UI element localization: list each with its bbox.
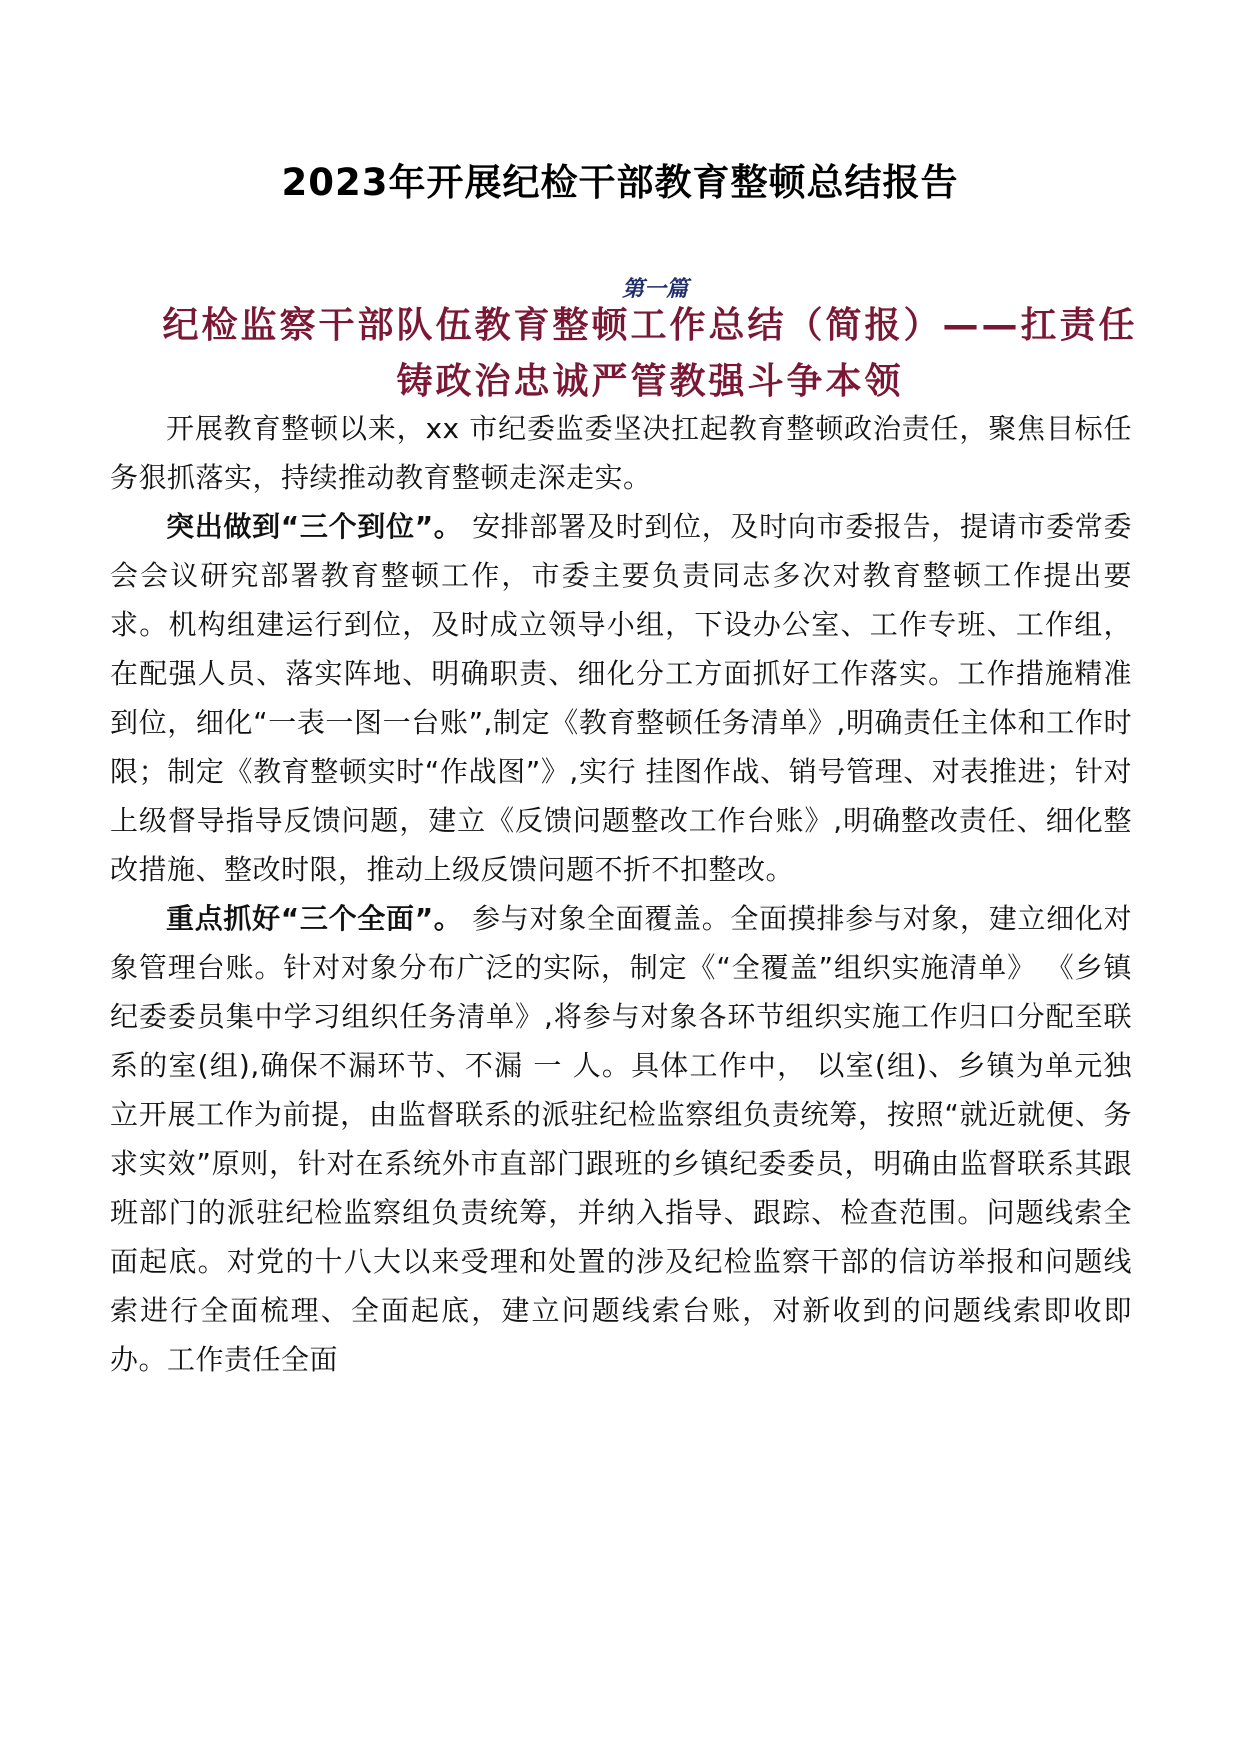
paragraph-text: 参与对象全面覆盖。全面摸排参与对象，建立细化对象管理台账。针对对象分布广泛的实际，制定《“全覆盖”组织实施清单》 《乡镇纪委委员集中学习组织任务清单》,将参与对象各环节组织实施工作归口分配至联系的室(组),确保不漏环节、不漏 一 人。具体工作中， 以室(组)、乡镇为单元独立开展工作为前提，由监督联系的派驻纪检监察组负责统筹，按照“就近就便、务求实效”原则，针对在系统外市直部门跟班的乡镇纪委委员，明确由监督联系其跟班部门的派驻纪检监察组负责统筹，并纳入指导、跟踪、检查范围。问题线索全面起底。对党的十八大以来受理和处置的涉及纪检监察干部的信访举报和问题线索进行全面梳理、全面起底，建立问题线索台账，对新收到的问题线索即收即办。工作责任全面 <box>110 902 1132 1376</box>
paragraph-text: 开展教育整顿以来，xx 市纪委监委坚决扛起教育整顿政治责任，聚焦目标任务狠抓落实，持续推动教育整顿走深走实。 <box>110 412 1132 494</box>
section-subtitle: 纪检监察干部队伍教育整顿工作总结（简报）——扛责任铸政治忠诚严管教强斗争本领 <box>162 305 1138 402</box>
chapter-label: 第一篇 <box>621 276 688 302</box>
paragraph-three-in-place <box>110 502 1132 894</box>
body-text <box>110 404 1132 1384</box>
paragraph-text: 安排部署及时到位，及时向市委报告，提请市委常委会会议研究部署教育整顿工作，市委主要负责同志多次对教育整顿工作提出要求。机构组建运行到位，及时成立领导小组，下设办公室、工作专班、工作组，在配强人员、落实阵地、明确职责、细化分工方面抓好工作落实。工作措施精准到位，细化“一表一图一台账”,制定《教育整顿任务清单》,明确责任主体和工作时限；制定《教育整顿实时“作战图”》,实行 挂图作战、销号管理、对表推进；针对上级督导指导反馈问题，建立《反馈问题整改工作台账》,明确整改责任、细化整改措施、整改时限，推动上级反馈问题不折不扣整改。 <box>110 510 1132 886</box>
paragraph-intro <box>110 404 1132 502</box>
document-title: 2023年开展纪检干部教育整顿总结报告 <box>281 161 959 204</box>
paragraph-lead: 重点抓好“三个全面”。 <box>166 902 463 935</box>
paragraph-lead: 突出做到“三个到位”。 <box>166 510 463 543</box>
paragraph-three-comprehensive <box>110 894 1132 1384</box>
